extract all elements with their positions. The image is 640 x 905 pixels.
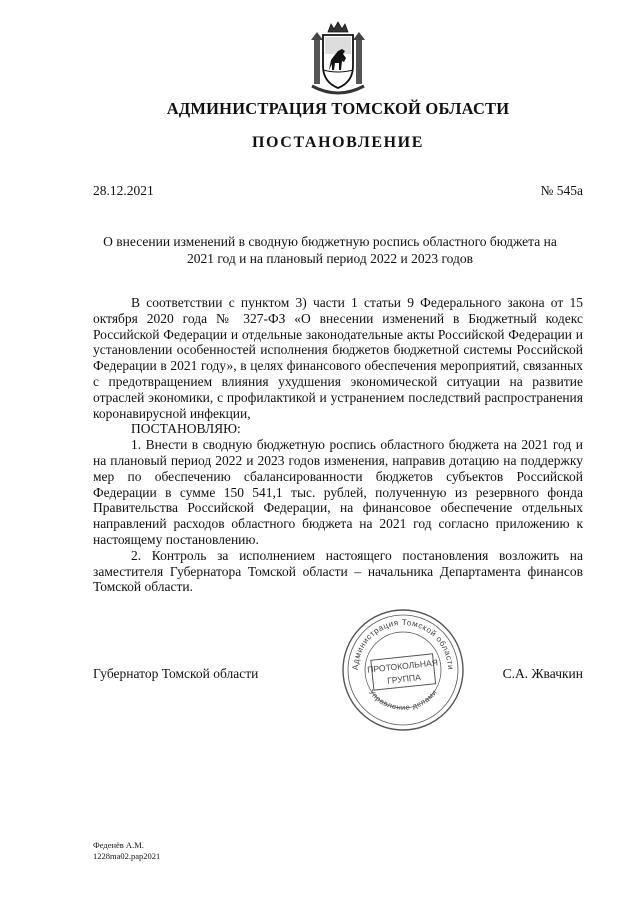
file-code: 1228ma02.pap2021 [93,851,161,861]
signatory-position: Губернатор Томской области [93,666,259,681]
organization-title: АДМИНИСТРАЦИЯ ТОМСКОЙ ОБЛАСТИ [166,99,510,118]
signatory-name: С.А. Жвачкин [502,666,583,681]
footer [93,840,160,862]
stamp-center-line-1: ПРОТОКОЛЬНАЯ [366,657,439,675]
clause-2-paragraph: 2. Контроль за исполнением настоящего постановления возложить на заместителя Губернатора Томской области – начальника Департамента финансов Томской области. [93,547,583,595]
stamp-center-line-2: ГРУППА [386,672,422,686]
stamp-bottom-text: Управление делами [367,687,439,712]
clause-1-paragraph: 1. Внести в сводную бюджетную роспись областного бюджета на 2021 год и на плановый период 2022 и 2023 годов изменения, направив дотацию на поддержку мер по обеспечению сбалансированности бюджетов субъектов Российской Федерации в сумме 150 541,1 тыс. рублей, полученную из резервного фонда Правительства Российской Федерации, на финансовое обеспечение отдельных направлений расходов областного бюджета на 2021 год согласно приложению к настоящему постановлению. [93,437,583,547]
document-body [93,295,583,595]
coat-of-arms-icon [298,18,378,98]
document-number: № 545а [540,183,583,198]
document-date: 28.12.2021 [93,183,154,198]
svg-text:Управление делами [367,688,439,712]
document-subject: О внесении изменений в сводную бюджетную роспись областного бюджета на 2021 год и на плановый период 2022 и 2023 годов [103,234,557,266]
stamp-ring-text: Администрация Томской области [350,617,456,671]
preamble-paragraph: В соответствии с пунктом 3) части 1 статьи 9 Федерального закона от 15 октября 2020 года № 327-ФЗ «О внесении изменений в Бюджетный кодекс Российской Федерации и отдельные законодательные акты Российской Федерации и установлении особенностей исполнения бюджетов бюджетной системы Российской Федерации в 2021 году», в целях финансового обеспечения мероприятий, связанных с предотвращением влияния ухудшения экономической ситуации на развитие отраслей экономики, с профилактикой и устранением последствий распространения коронавирусной инфекции, [93,295,583,421]
decree-heading: ПОСТАНОВЛЯЮ: [131,421,241,437]
official-stamp [340,607,466,733]
document-type-title: ПОСТАНОВЛЕНИЕ [252,134,424,151]
executor-name: Феденёв А.М. [93,840,144,850]
